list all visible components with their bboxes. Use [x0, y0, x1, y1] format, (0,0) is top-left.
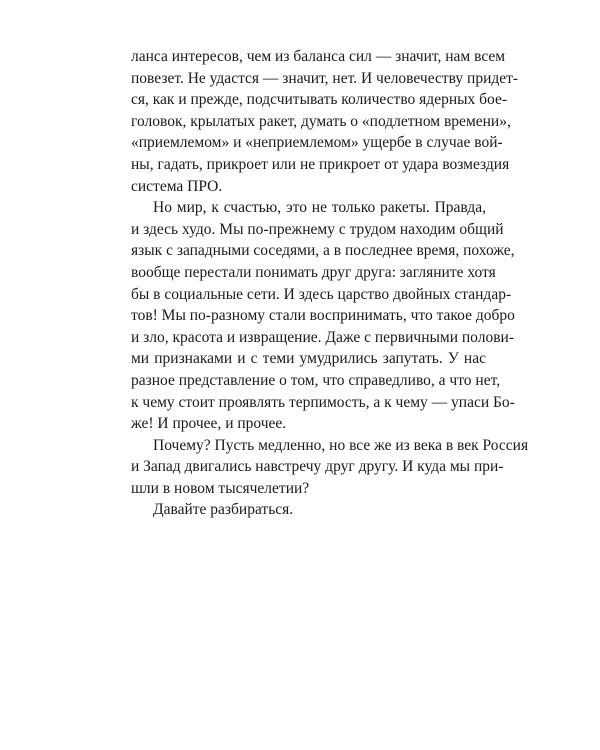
text-line: Почему? Пусть медленно, но все же из века в век Россия	[153, 436, 529, 454]
paragraph	[131, 46, 519, 197]
paragraph	[131, 197, 515, 435]
text-line: Давайте разбираться.	[153, 501, 294, 519]
text-line: к чему стоит проявлять терпимость, а к чему — упаси Бо-	[131, 393, 515, 411]
text-line: Но мир, к счастью, это не только ракеты. Правда,	[153, 199, 486, 217]
text-line: и зло, красота и извращение. Даже с первичными полови-	[131, 328, 514, 346]
text-line: ся, как и прежде, подсчитывать количество ядерных бое-	[131, 91, 508, 109]
text-line: ланса интересов, чем из баланса сил — значит, нам всем	[131, 48, 506, 65]
paragraph	[131, 435, 529, 500]
text-line: и здесь худо. Мы по-прежнему с трудом находим общий	[131, 220, 504, 238]
paragraph	[131, 499, 486, 521]
text-line: язык с западными соседями, а в последнее время, похоже,	[131, 242, 515, 260]
text-line: повезет. Не удастся — значит, нет. И человечеству придет-	[131, 69, 519, 87]
text-line: и Запад двигались навстречу друг другу. И куда мы при-	[131, 458, 504, 476]
text-line: «приемлемом» и «неприемлемом» ущербе в случае вой-	[131, 134, 503, 152]
text-line: вообще перестали понимать друг друга: загляните хотя	[131, 263, 496, 281]
text-line: шли в новом тысячелетии?	[131, 479, 310, 497]
text-line: тов! Мы по-разному стали воспринимать, что такое добро	[131, 307, 515, 325]
text-line: головок, крылатых ракет, думать о «подлетном времени»,	[131, 112, 511, 130]
text-line: ны, гадать, прикроет или не прикроет от удара возмездия	[131, 155, 510, 173]
text-line: бы в социальные сети. И здесь царство двойных стандар-	[131, 285, 512, 303]
text-line: разное представление о том, что справедливо, а что нет,	[131, 371, 501, 389]
text-line: ми признаками и с теми умудрились запутать. У нас	[131, 350, 486, 368]
text-line: система ПРО.	[131, 177, 223, 195]
body-text	[131, 46, 529, 521]
text-line: же! И прочее, и прочее.	[131, 415, 287, 433]
